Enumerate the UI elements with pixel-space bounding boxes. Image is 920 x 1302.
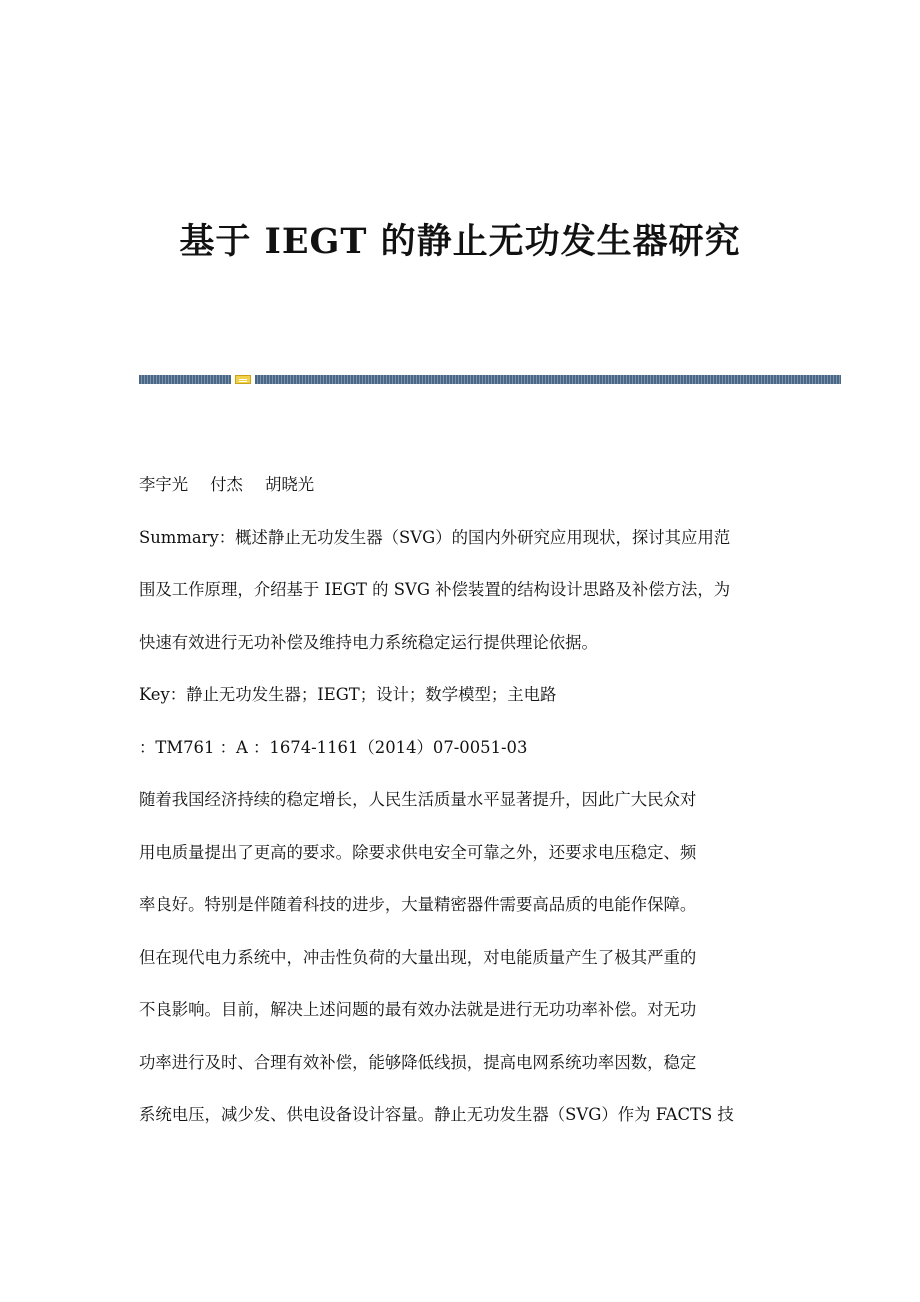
title-divider: [139, 375, 841, 384]
body-paragraph-line: 系统电压，减少发、供电设备设计容量。静止无功发生器（SVG）作为 FACTS 技: [139, 1105, 734, 1124]
paper-title: 基于 IEGT 的静止无功发生器研究: [179, 221, 741, 262]
body-paragraph-line: 率良好。特别是伴随着科技的进步，大量精密器件需要高品质的电能作保障。: [139, 895, 697, 914]
body-paragraph-line: 但在现代电力系统中，冲击性负荷的大量出现，对电能质量产生了极其严重的: [139, 947, 697, 967]
divider-ornament-icon: [235, 375, 251, 384]
summary-line: Summary：概述静止无功发生器（SVG）的国内外研究应用现状，探讨其应用范: [139, 527, 731, 547]
author-name: 付杰: [210, 475, 243, 494]
keywords-line: Key：静止无功发生器；IEGT；设计；数学模型；主电路: [139, 685, 557, 704]
paper-content: [139, 466, 784, 1149]
summary-line: 快速有效进行无功补偿及维持电力系统稳定运行提供理论依据。: [139, 632, 598, 652]
summary-line: 围及工作原理，介绍基于 IEGT 的 SVG 补偿装置的结构设计思路及补偿方法，为: [139, 580, 731, 599]
body-paragraph-line: 用电质量提出了更高的要求。除要求供电安全可靠之外，还要求电压稳定、频: [139, 842, 697, 862]
body-paragraph-line: 功率进行及时、合理有效补偿，能够降低线损，提高电网系统功率因数，稳定: [139, 1052, 697, 1072]
body-paragraph-line: 不良影响。目前，解决上述问题的最有效办法就是进行无功功率补偿。对无功: [139, 1000, 697, 1019]
author-name: 胡晓光: [264, 475, 315, 494]
divider-bar-left: [139, 375, 231, 384]
author-list: [139, 466, 784, 519]
classification-line: ：TM761 ：A ：1674-1161（2014）07-0051-03: [139, 737, 528, 757]
author-name: 李宇光: [139, 475, 189, 494]
divider-bar-right: [255, 375, 841, 384]
body-paragraph-line: 随着我国经济持续的稳定增长，人民生活质量水平显著提升，因此广大民众对: [139, 790, 697, 809]
